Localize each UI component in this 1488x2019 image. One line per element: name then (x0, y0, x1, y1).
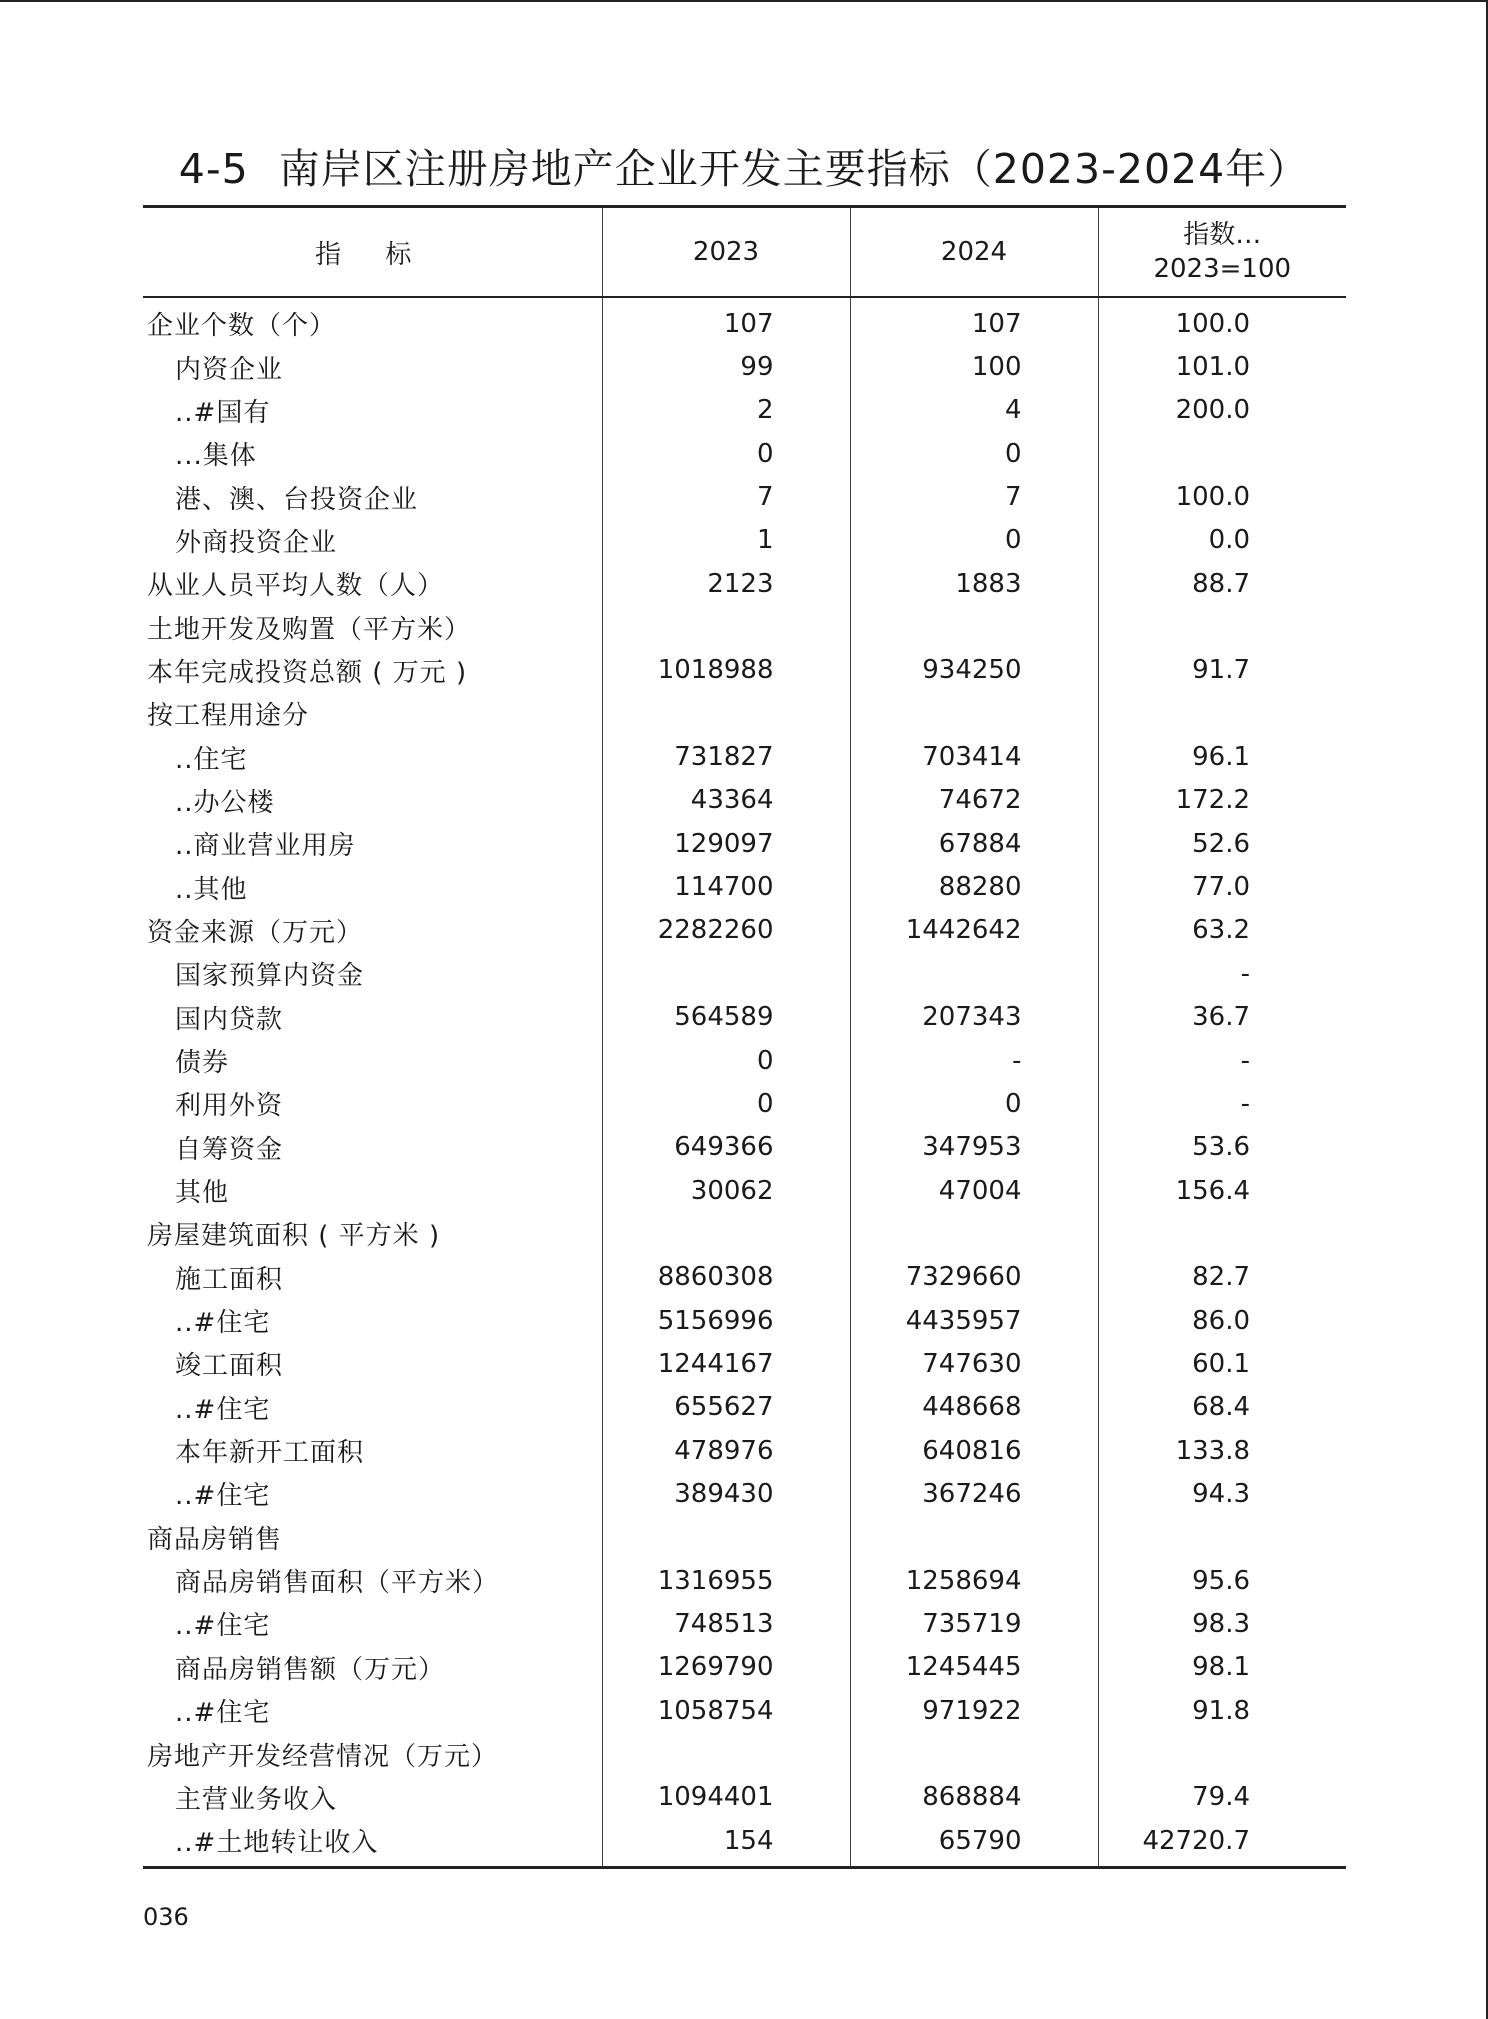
value-2024: 65790 (850, 1819, 1098, 1868)
table-row (143, 735, 1346, 778)
value-2024: 47004 (850, 1169, 1098, 1212)
row-label: ..#土地转让收入 (143, 1819, 602, 1868)
value-2023: 154 (602, 1819, 850, 1868)
value-2023: 1316955 (602, 1559, 850, 1602)
index-value: - (1098, 1082, 1346, 1125)
table-row (143, 909, 1346, 952)
table-row (143, 1472, 1346, 1515)
index-value: 100.0 (1098, 475, 1346, 518)
table-number: 4-5 (178, 145, 249, 193)
index-value: 96.1 (1098, 735, 1346, 778)
value-2023: 1 (602, 519, 850, 562)
value-2023: 2 (602, 389, 850, 432)
table-header (143, 207, 1346, 298)
index-value: 133.8 (1098, 1429, 1346, 1472)
row-label: ...集体 (175, 441, 257, 472)
header-year-2023: 2023 (602, 207, 850, 298)
value-2023: 1058754 (602, 1689, 850, 1732)
row-label: 土地开发及购置（平方米） (147, 614, 472, 645)
row-label: 本年完成投资总额 ( 万元 ) (147, 657, 468, 688)
value-2024: 88280 (850, 865, 1098, 908)
value-2024 (850, 1732, 1098, 1775)
value-2024 (850, 952, 1098, 995)
row-label: 利用外资 (175, 1091, 284, 1122)
row-label: 企业个数（个） (147, 311, 337, 342)
value-2024: 0 (850, 1082, 1098, 1125)
index-value: 98.1 (1098, 1646, 1346, 1689)
table-row (143, 822, 1346, 865)
table-row (143, 1039, 1346, 1082)
value-2024: 735719 (850, 1602, 1098, 1645)
value-2024: 100 (850, 345, 1098, 388)
index-value: 60.1 (1098, 1342, 1346, 1385)
table-row (143, 1299, 1346, 1342)
value-2024: 971922 (850, 1689, 1098, 1732)
value-2024: 1442642 (850, 909, 1098, 952)
row-label: ..#住宅 (175, 1481, 271, 1512)
table-row (143, 1256, 1346, 1299)
value-2024: 1883 (850, 562, 1098, 605)
row-label: 内资企业 (175, 354, 284, 385)
value-2024: 1258694 (850, 1559, 1098, 1602)
row-label: 国内贷款 (175, 1004, 284, 1035)
table-row (143, 1212, 1346, 1255)
value-2024 (850, 692, 1098, 735)
value-2023: 389430 (602, 1472, 850, 1515)
value-2023: 1018988 (602, 649, 850, 692)
indicators-table (143, 205, 1346, 1869)
index-value: 172.2 (1098, 779, 1346, 822)
value-2023 (602, 952, 850, 995)
index-value: - (1098, 1039, 1346, 1082)
value-2024: 107 (850, 297, 1098, 345)
index-value: 36.7 (1098, 996, 1346, 1039)
value-2023: 0 (602, 1039, 850, 1082)
table-row (143, 605, 1346, 648)
value-2023 (602, 1212, 850, 1255)
value-2024: 7 (850, 475, 1098, 518)
row-label: ..办公楼 (175, 787, 275, 818)
row-label: ..#住宅 (175, 1308, 271, 1339)
row-label: 其他 (175, 1178, 230, 1209)
value-2023: 1094401 (602, 1776, 850, 1819)
value-2023: 5156996 (602, 1299, 850, 1342)
table-row (143, 475, 1346, 518)
value-2024: 868884 (850, 1776, 1098, 1819)
index-value (1098, 432, 1346, 475)
value-2024: 347953 (850, 1126, 1098, 1169)
page-title (0, 136, 1488, 195)
value-2024: 7329660 (850, 1256, 1098, 1299)
index-value: 42720.7 (1098, 1819, 1346, 1868)
index-value: 98.3 (1098, 1602, 1346, 1645)
index-value: 100.0 (1098, 297, 1346, 345)
row-label: ..#国有 (175, 397, 271, 428)
value-2023: 8860308 (602, 1256, 850, 1299)
index-value: - (1098, 952, 1346, 995)
value-2024: 367246 (850, 1472, 1098, 1515)
table-row (143, 1819, 1346, 1868)
value-2023: 2282260 (602, 909, 850, 952)
value-2024: 0 (850, 432, 1098, 475)
value-2023: 564589 (602, 996, 850, 1039)
table-row (143, 1386, 1346, 1429)
value-2023: 731827 (602, 735, 850, 778)
index-value: 156.4 (1098, 1169, 1346, 1212)
value-2024: 640816 (850, 1429, 1098, 1472)
header-indicator: 指 标 (143, 207, 602, 298)
table-row (143, 1429, 1346, 1472)
table-row (143, 779, 1346, 822)
table-row (143, 297, 1346, 345)
value-2023: 1269790 (602, 1646, 850, 1689)
index-value: 86.0 (1098, 1299, 1346, 1342)
value-2023: 129097 (602, 822, 850, 865)
value-2024: 747630 (850, 1342, 1098, 1385)
value-2024: 67884 (850, 822, 1098, 865)
table-row (143, 952, 1346, 995)
table-row (143, 1082, 1346, 1125)
value-2024: - (850, 1039, 1098, 1082)
value-2024: 703414 (850, 735, 1098, 778)
index-value (1098, 1212, 1346, 1255)
table-title-text: 南岸区注册房地产企业开发主要指标（2023-2024年） (278, 145, 1310, 193)
value-2023: 7 (602, 475, 850, 518)
value-2023: 107 (602, 297, 850, 345)
table-body (143, 297, 1346, 1868)
header-index-line1: 指数… (1183, 220, 1262, 250)
index-value: 91.7 (1098, 649, 1346, 692)
value-2024: 74672 (850, 779, 1098, 822)
index-value (1098, 1516, 1346, 1559)
value-2023: 0 (602, 432, 850, 475)
table-row (143, 432, 1346, 475)
table-row (143, 1169, 1346, 1212)
table-row (143, 345, 1346, 388)
table-row (143, 1126, 1346, 1169)
row-label: 房屋建筑面积 ( 平方米 ) (147, 1221, 441, 1252)
row-label: 主营业务收入 (175, 1784, 338, 1815)
page-number: 036 (143, 1903, 189, 1931)
index-value: 94.3 (1098, 1472, 1346, 1515)
row-label: 商品房销售 (147, 1524, 283, 1555)
value-2023: 655627 (602, 1386, 850, 1429)
index-value: 200.0 (1098, 389, 1346, 432)
value-2023: 114700 (602, 865, 850, 908)
table-row (143, 519, 1346, 562)
value-2023 (602, 1732, 850, 1775)
table-row (143, 1559, 1346, 1602)
table-row (143, 1689, 1346, 1732)
header-index-line2: 2023=100 (1153, 254, 1292, 284)
table-row (143, 389, 1346, 432)
value-2023: 748513 (602, 1602, 850, 1645)
value-2023 (602, 1516, 850, 1559)
index-value: 79.4 (1098, 1776, 1346, 1819)
table-row (143, 1732, 1346, 1775)
value-2023: 2123 (602, 562, 850, 605)
index-value: 101.0 (1098, 345, 1346, 388)
value-2024: 1245445 (850, 1646, 1098, 1689)
table-row (143, 692, 1346, 735)
index-value: 68.4 (1098, 1386, 1346, 1429)
table-row (143, 1342, 1346, 1385)
value-2023: 649366 (602, 1126, 850, 1169)
table-row (143, 649, 1346, 692)
table-row (143, 1646, 1346, 1689)
value-2024 (850, 1516, 1098, 1559)
index-value: 82.7 (1098, 1256, 1346, 1299)
row-label: 国家预算内资金 (175, 961, 365, 992)
row-label: 债券 (175, 1048, 230, 1079)
value-2024: 4 (850, 389, 1098, 432)
index-value: 52.6 (1098, 822, 1346, 865)
row-label: ..#住宅 (175, 1698, 271, 1729)
row-label: 本年新开工面积 (175, 1438, 365, 1469)
table-row (143, 1516, 1346, 1559)
table-row (143, 996, 1346, 1039)
table-row (143, 1776, 1346, 1819)
index-value: 77.0 (1098, 865, 1346, 908)
row-label: 资金来源（万元） (147, 917, 364, 948)
value-2023 (602, 605, 850, 648)
value-2023: 0 (602, 1082, 850, 1125)
index-value: 88.7 (1098, 562, 1346, 605)
header-row (143, 207, 1346, 298)
index-value: 63.2 (1098, 909, 1346, 952)
table-row (143, 865, 1346, 908)
row-label: ..其他 (175, 874, 248, 905)
index-value (1098, 605, 1346, 648)
header-year-2024: 2024 (850, 207, 1098, 298)
row-label: 按工程用途分 (147, 701, 310, 732)
row-label: 商品房销售额（万元） (175, 1654, 446, 1685)
index-value: 91.8 (1098, 1689, 1346, 1732)
value-2023: 99 (602, 345, 850, 388)
value-2024: 207343 (850, 996, 1098, 1039)
index-value: 53.6 (1098, 1126, 1346, 1169)
row-label: ..#住宅 (175, 1611, 271, 1642)
index-value: 95.6 (1098, 1559, 1346, 1602)
row-label: 港、澳、台投资企业 (175, 484, 419, 515)
row-label: 房地产开发经营情况（万元） (147, 1741, 499, 1772)
index-value: 0.0 (1098, 519, 1346, 562)
value-2024 (850, 605, 1098, 648)
index-value (1098, 692, 1346, 735)
row-label: 商品房销售面积（平方米） (175, 1568, 500, 1599)
value-2024: 448668 (850, 1386, 1098, 1429)
header-index (1098, 207, 1346, 298)
value-2024: 4435957 (850, 1299, 1098, 1342)
table-row (143, 562, 1346, 605)
value-2023: 43364 (602, 779, 850, 822)
value-2024: 934250 (850, 649, 1098, 692)
row-label: 施工面积 (175, 1264, 284, 1295)
value-2023: 1244167 (602, 1342, 850, 1385)
value-2023: 478976 (602, 1429, 850, 1472)
row-label: ..商业营业用房 (175, 831, 356, 862)
row-label: ..#住宅 (175, 1394, 271, 1425)
row-label: 竣工面积 (175, 1351, 284, 1382)
table-row (143, 1602, 1346, 1645)
row-label: 从业人员平均人数（人） (147, 571, 445, 602)
value-2024 (850, 1212, 1098, 1255)
value-2023 (602, 692, 850, 735)
row-label: 外商投资企业 (175, 527, 338, 558)
row-label: 自筹资金 (175, 1134, 284, 1165)
index-value (1098, 1732, 1346, 1775)
value-2024: 0 (850, 519, 1098, 562)
value-2023: 30062 (602, 1169, 850, 1212)
row-label: ..住宅 (175, 744, 248, 775)
